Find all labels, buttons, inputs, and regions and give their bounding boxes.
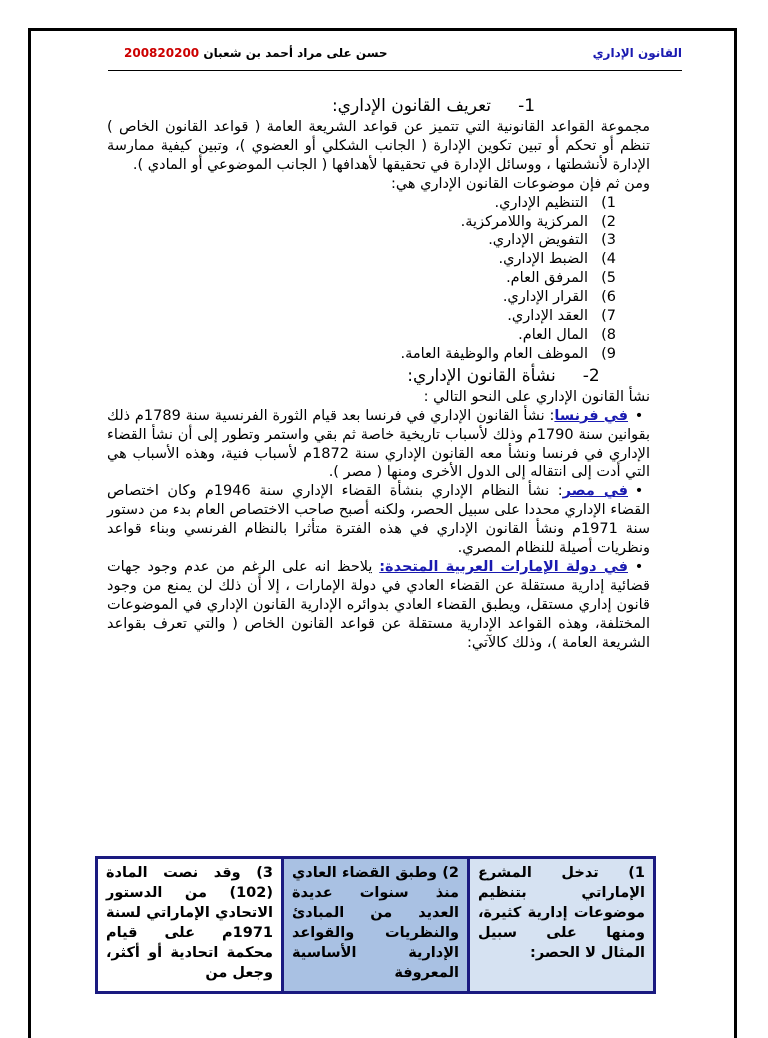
bullet-text: : نشأ القانون الإداري في فرنسا بعد قيام الثورة الفرنسية سنة 1789م ذلك بقوانين سنة 1790م وذلك لأسباب تاريخية خاصة ثم بقي واستمر وتطور إلى أن نشأ القضاء الإداري في فرنسا ونشأ معه القانون الإداري سنة 1872م لأسباب فنية، وهذه الأسباب هي التي أدت إلى انتقاله إلى الدول الأخرى ومنها ( مصر ). bbox=[107, 407, 650, 481]
list-item-text: العقد الإداري. bbox=[507, 308, 588, 325]
section2-heading bbox=[107, 364, 650, 388]
list-item-number: 2) bbox=[601, 213, 616, 230]
list-item-text: التنظيم الإداري. bbox=[494, 194, 588, 211]
document-body bbox=[107, 94, 650, 652]
list-item bbox=[107, 345, 650, 364]
list-item bbox=[107, 231, 650, 250]
section2-number: 2- bbox=[582, 365, 600, 386]
list-item-number: 5) bbox=[601, 270, 616, 287]
list-item-number: 6) bbox=[601, 289, 616, 306]
list-item-text: الموظف العام والوظيفة العامة. bbox=[400, 345, 588, 362]
list-item bbox=[107, 269, 650, 288]
bullet-icon: • bbox=[634, 483, 644, 500]
list-item-number: 9) bbox=[601, 345, 616, 362]
list-item-text: المال العام. bbox=[518, 326, 588, 343]
point-box-2: 2) وطبق القضاء العادي منذ سنوات عديدة العديد من المبادئ والنظريات والقواعد الإدارية الأساسية المعروفة bbox=[281, 859, 467, 991]
bullet-icon: • bbox=[634, 558, 644, 575]
header-author bbox=[118, 46, 388, 68]
section1-paragraph: مجموعة القواعد القانونية التي تتميز عن قواعد الشريعة العامة ( قواعد القانون الخاص ) تنظم أو تحكم أو تبين تكوين الإدارة ( الجانب الشكلي أو العضوي )، وتبين كيفية ممارسة الإدارة لأنشطتها ، ووسائل الإدارة في تحقيقها لأهدافها ( الجانب الموضوعي أو المادي ). bbox=[107, 119, 650, 173]
list-item bbox=[107, 194, 650, 213]
bullet-uae bbox=[107, 558, 650, 653]
list-item bbox=[107, 326, 650, 345]
bullet-icon: • bbox=[634, 407, 644, 424]
list-item-number: 8) bbox=[601, 326, 616, 343]
list-item bbox=[107, 250, 650, 269]
list-item bbox=[107, 288, 650, 307]
list-item-number: 4) bbox=[601, 251, 616, 268]
list-item-text: المركزية واللامركزية. bbox=[460, 213, 588, 230]
student-id: 200820200 bbox=[124, 46, 200, 60]
list-item-text: الضبط الإداري. bbox=[498, 251, 588, 268]
header-rule bbox=[108, 70, 682, 71]
section2-title: نشأة القانون الإداري: bbox=[407, 365, 556, 386]
list-item bbox=[107, 307, 650, 326]
section2-intro: نشأ القانون الإداري على النحو التالي : bbox=[423, 388, 650, 405]
bullet-label: في فرنسا bbox=[554, 407, 629, 424]
bullet-text: يلاحظ انه على الرغم من عدم وجود جهات قضائية إدارية مستقلة عن القضاء العادي في دولة الإمارات ، إلا أن ذلك لن يمنع من وجود قانون إداري مستقل، ويطبق القضاء العادي بدوائره الإدارية القانون الإداري في الموضوعات المختلفة، وهذه القواعد الإدارية مستقلة عن قواعد القانون الخاص ( والتي تعرف بقواعد الشريعة العامة )، وذلك كالآتي: bbox=[107, 558, 650, 651]
bullet-text: : نشأ النظام الإداري بنشأة القضاء الإداري سنة 1946م وكان اختصاص القضاء الإداري محددا على سبيل الحصر، ولكنه أصبح صاحب الاختصاص العام بدء من دستور سنة 1971م ونشأ القانون الإداري في هذه الفترة متأثرا بالنظام الفرنسي وبناء قواعد ونظريات أصيلة للنظام المصري. bbox=[107, 483, 650, 557]
topics-list bbox=[107, 194, 650, 364]
bullet-france bbox=[107, 407, 650, 483]
list-item-number: 7) bbox=[601, 308, 616, 325]
section1-list-intro: ومن ثم فإن موضوعات القانون الإداري هي: bbox=[390, 175, 650, 192]
section1-title: تعريف القانون الإداري: bbox=[331, 96, 492, 116]
list-item-text: المرفق العام. bbox=[506, 270, 588, 287]
list-item-number: 3) bbox=[601, 232, 616, 249]
list-item-number: 1) bbox=[601, 194, 616, 211]
point-box-1: 1) تدخل المشرع الإماراتي بتنظيم موضوعات إدارية كثيرة، ومنها على سبيل المثال لا الحصر: bbox=[467, 859, 653, 991]
bullet-label: في مصر bbox=[562, 483, 628, 500]
bullet-label: في دولة الإمارات العربية المتحدة: bbox=[379, 558, 628, 575]
header-subject: القانون الإداري bbox=[592, 46, 682, 60]
section1-heading bbox=[107, 94, 650, 118]
point-box-3: 3) وقد نصت المادة (102) من الدستور الاتحادي الإماراتي لسنة 1971م على قيام محكمة اتحادية أو أكثر، وجعل من bbox=[98, 859, 281, 991]
section1-number: 1- bbox=[518, 96, 536, 116]
list-item bbox=[107, 213, 650, 232]
bullet-egypt bbox=[107, 482, 650, 558]
list-item-text: التفويض الإداري. bbox=[488, 232, 588, 249]
points-table bbox=[95, 856, 656, 994]
author-name: حسن على مراد أحمد بن شعبان bbox=[203, 46, 388, 60]
list-item-text: القرار الإداري. bbox=[502, 289, 588, 306]
